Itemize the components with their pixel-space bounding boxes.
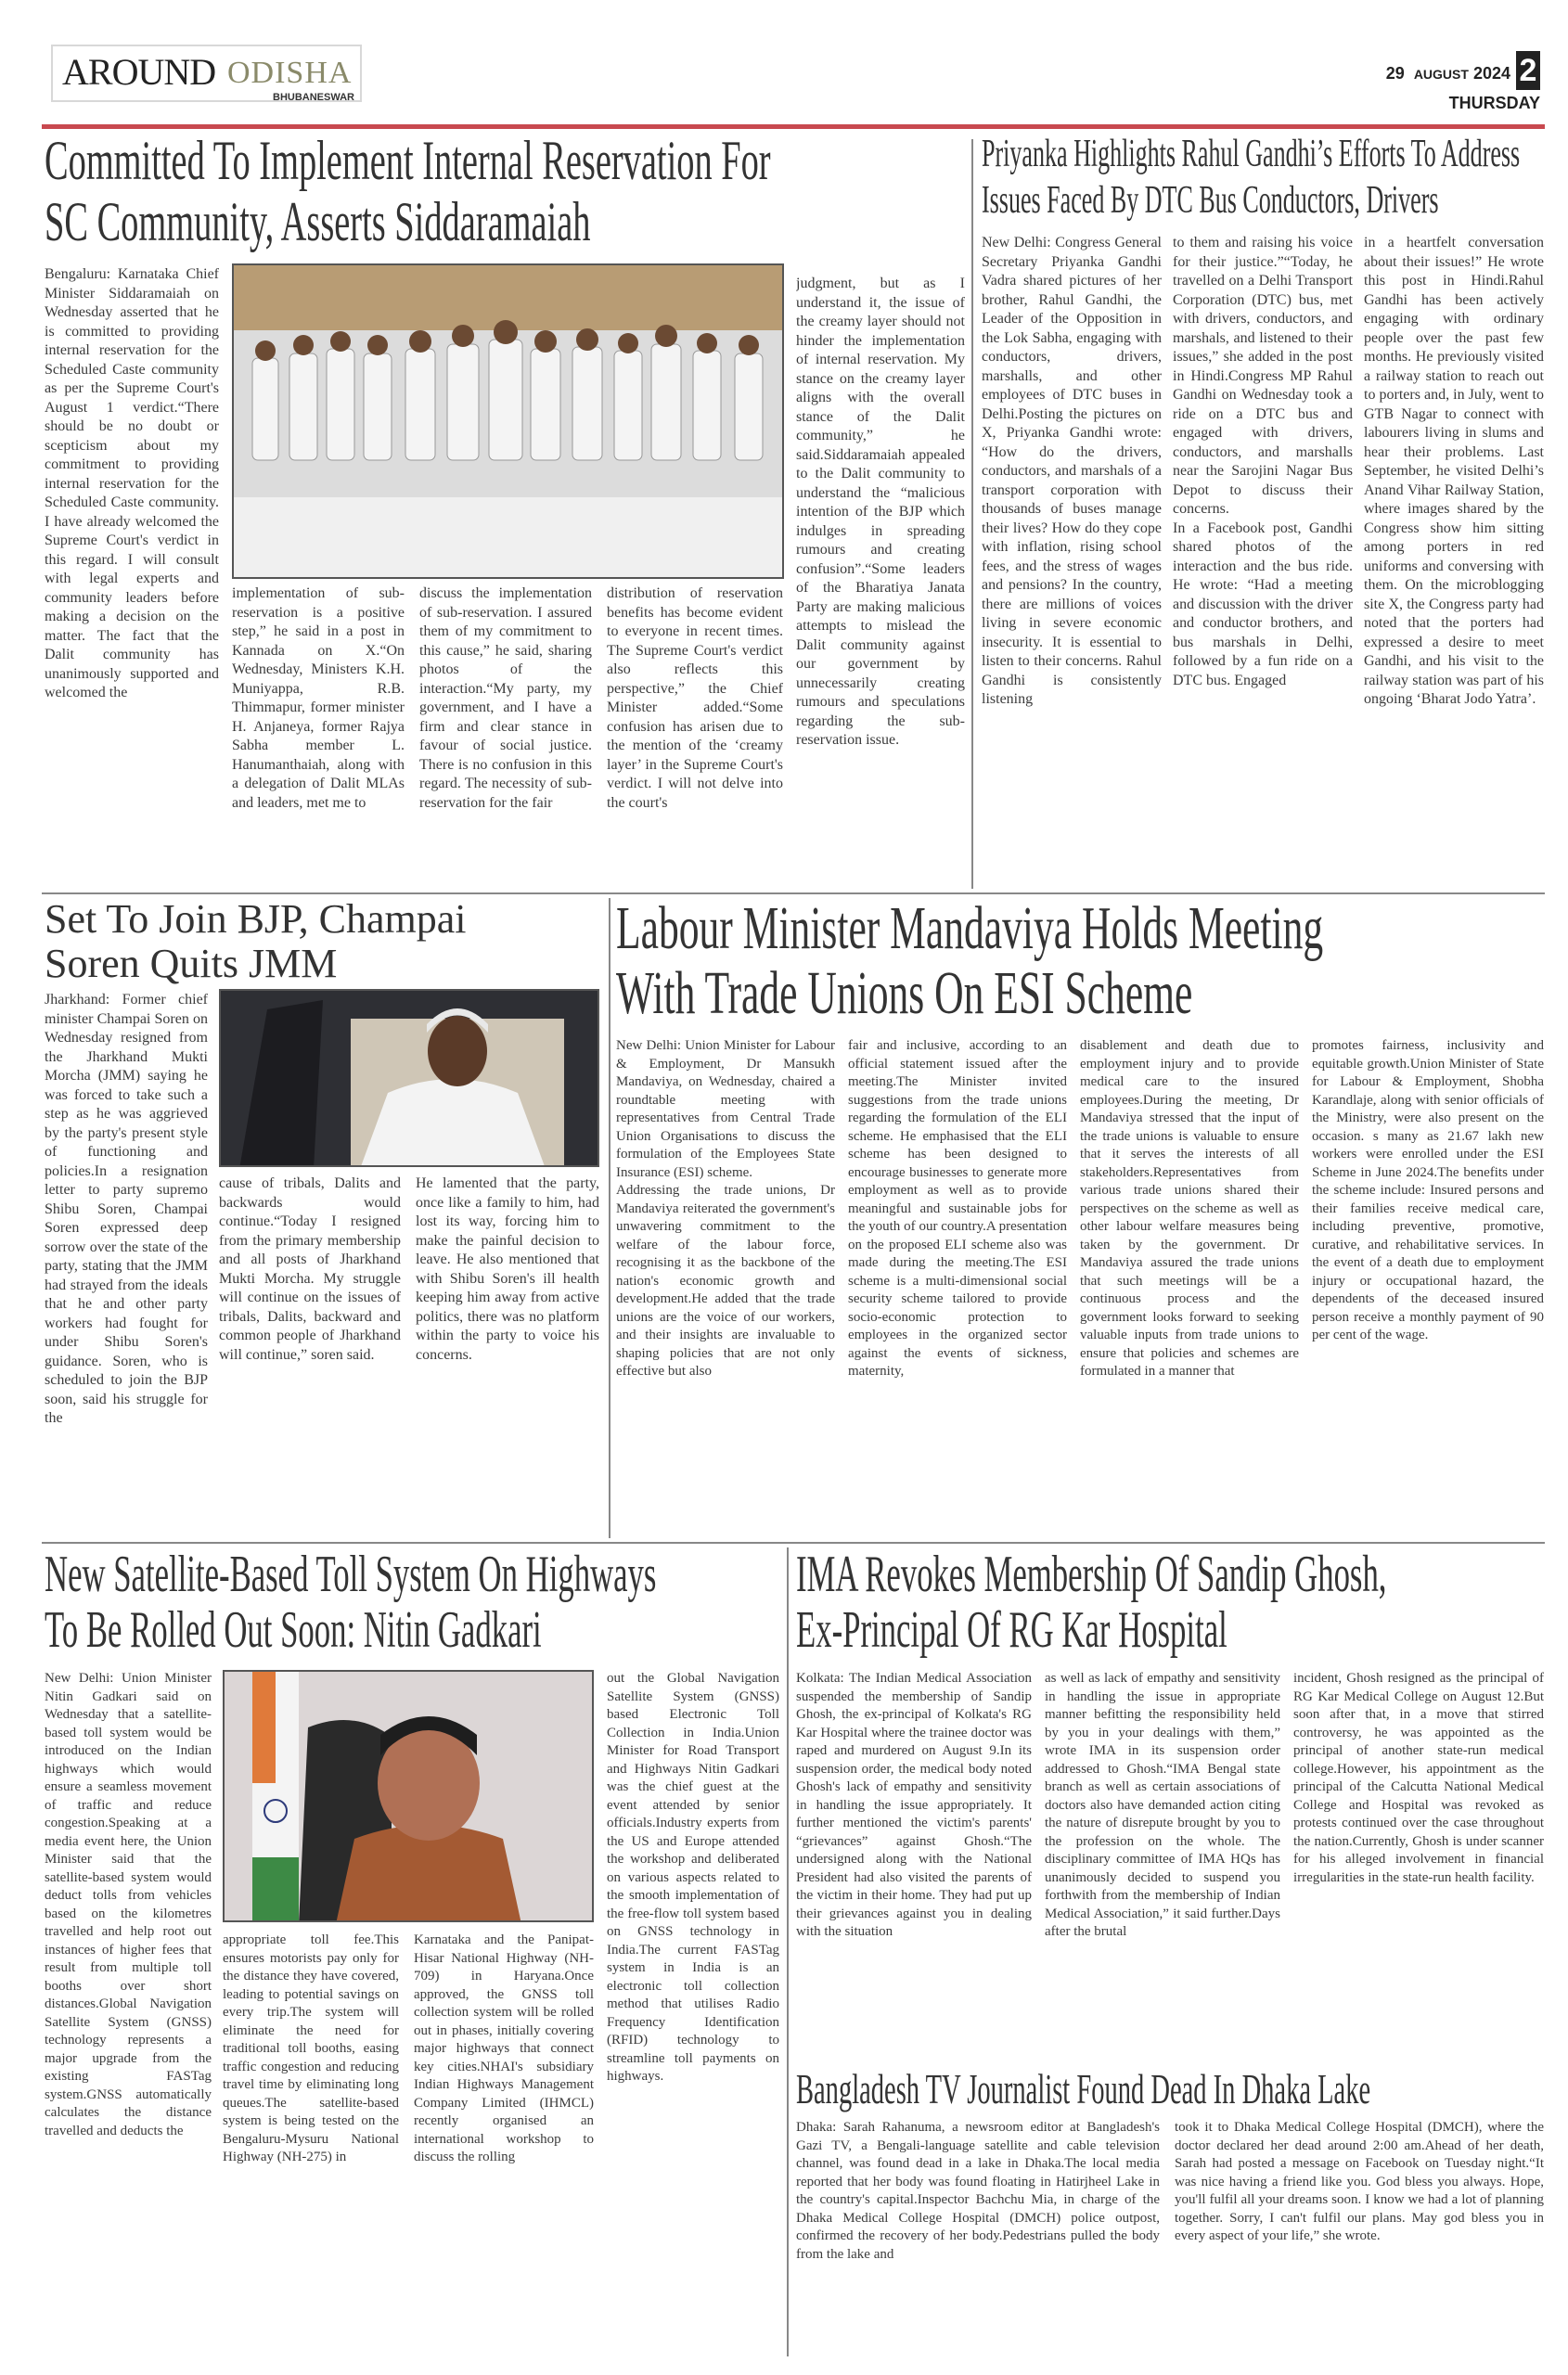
column-divider <box>609 898 610 1538</box>
article-column: appropriate toll fee.This ensures motorists pay only for the distance they have covered, leading to potential savings on every trip.The system will eliminate the need for traditional toll booths, easing traffic congestion and reducing travel time by eliminating long queues.The satellite-based system is being tested on the Bengaluru-Mysuru National Highway (NH-275) in <box>223 1932 399 2164</box>
group-photo-illustration <box>234 265 784 579</box>
article-column: Karnataka and the Panipat-Hisar National Highway (NH-709) in Haryana.Once approved, the GNSS toll collection system will be rolled out in phases, initially covering major highways that connect key cities.NHAI's subsidiary Indian Highways Management Company Limited (IHMCL) recently organised an international workshop to discuss the rolling <box>414 1932 594 2164</box>
headline-line-1: Committed To Implement Internal Reservation For <box>45 130 771 191</box>
portrait-illustration <box>221 991 599 1167</box>
article-column: incident, Ghosh resigned as the principal of RG Kar Medical College on August 12.But soon after that, in a move that stirred controversy, he was appointed as the principal of another state-run medical college.However, his appointment as the principal of the Calcutta National Medical College and Hospital was revoked as protests continued over the case throughout the nation.Currently, Ghosh is under scanner for his alleged involvement in financial irregularities in the state-run health facility. <box>1293 1671 1544 1885</box>
headline-line-2: To Be Rolled Out Soon: Nitin Gadkari <box>45 1601 542 1659</box>
article-column: Kolkata: The Indian Medical Association suspended the membership of Sandip Ghosh, the ex-principal of Kolkata's RG Kar Hospital where the trainee doctor was raped and murdered on August 9.In its suspension order, the medical body noted Ghosh's lack of empathy and sensitivity in handling the issue appropriately. It further mentioned the victim's parents' “grievances” against Ghosh.“The undersigned along with the National President had also visited the parents of the victim in their home. They had put up their grievances against you in dealing with the situation <box>796 1671 1032 1939</box>
headline-line-1: IMA Revokes Membership Of Sandip Ghosh, <box>796 1546 1387 1603</box>
article-column: distribution of reservation benefits has become evident to everyone in recent times. The Supreme Court's verdict also reflects this perspective,” the Chief Minister added.“Some confusion has arisen due to the mention of the ‘creamy layer’ in the Supreme Court's verdict. I will not delve into the court's <box>607 585 783 811</box>
article-column: cause of tribals, Dalits and backwards would continue.“Today I resigned from the primary membership and all posts of Jharkhand Mukti Morcha. My struggle will continue on the issues of tribals, Dalits, backward and common people of Jharkhand will continue,” soren said. <box>219 1175 401 1363</box>
headline-line-1: Labour Minister Mandaviya Holds Meeting <box>616 894 1324 962</box>
article-column: out the Global Navigation Satellite System (GNSS) based Electronic Toll Collection in India.Union Minister for Road Transport and Highways Nitin Gadkari was the chief guest at the event attended by senior officials.Industry experts from the US and Europe attended the workshop and deliberated on various aspects related to the smooth implementation of the free-flow toll system based on GNSS technology in India.The current FASTag system in India is an electronic toll collection method that utilises Radio Frequency Identification (RFID) technology to streamline toll payments on highways. <box>607 1671 779 2084</box>
headline-line-2: SC Community, Asserts Siddaramaiah <box>45 191 591 252</box>
headline-line-2: Issues Faced By DTC Bus Conductors, Drivers <box>982 179 1439 222</box>
article-column: New Delhi: Union Minister Nitin Gadkari said on Wednesday that a satellite-based toll system would be introduced on the Indian highways which would ensure a seamless movement of traffic and reduce congestion.Speaking at a media event here, the Union Minister said that the satellite-based system would deduct tolls from vehicles based on the kilometres travelled and help root out instances of higher fees that result from multiple toll booths over short distances.Global Navigation Satellite System (GNSS) technology represents a major upgrade from the existing FASTag system.GNSS automatically calculates the distance travelled and deducts the <box>45 1671 212 2138</box>
headline: Bangladesh TV Journalist Found Dead In Dhaka Lake <box>796 2065 1371 2112</box>
photo-nitin-gadkari <box>223 1670 594 1922</box>
article-column: promotes fairness, inclusivity and equitable growth.Union Minister of State for Labour & Employment, Shobha Karandlaje, along with senior officials of the Ministry, were also present on the occasion. s many as 21.67 lakh new workers were enrolled under the ESI Scheme in June 2024.The benefits under the scheme include: Insured persons and their families receive medical care, including preventive, promotive, curative, and rehabilitative services. In the event of a death due to employment injury or occupational hazard, the dependents of the deceased insured person receive a monthly payment of 90 per cent of the wage. <box>1312 1038 1544 1342</box>
headline-line-2: Soren Quits JMM <box>45 941 338 986</box>
article-column: fair and inclusive, according to an official statement issued after the meeting.The Minister invited suggestions from the trade unions regarding the formulation of the ELI scheme. He emphasised that the ELI scheme has been designed to encourage businesses to generate more employment as well as to provide meaningful and sustainable jobs for the youth of our country.A presentation on the proposed ELI scheme also was made during the meeting.The ESI scheme is a multi-dimensional social security scheme tailored to provide socio-economic protection to employees in the organized sector against the events of sickness, maternity, <box>848 1038 1067 1379</box>
newspaper-logo <box>51 45 362 102</box>
article-column: in a heartfelt conversation about their issues!” He wrote this post in Hindi.Rahul Gandhi has been actively engaging with ordinary people over the past few months. He previously visited a railway station to reach out to porters and, in July, went to GTB Nagar to connect with labourers living in slums and hear their problems. Last September, he visited Delhi’s Anand Vihar Railway Station, where images shared by the Congress show him sitting among porters in red uniforms and conversing with them. On the microblogging site X, the Congress party had noted that the porters had expressed a desire to meet Gandhi, and his visit to the railway station was part of his ongoing ‘Bharat Jodo Yatra’. <box>1364 235 1544 707</box>
article-paragraph: to them and raising his voice for their justice.”“Today, he travelled on a Delhi Transport Corporation (DTC) bus, met with drivers, conductors, and marshals, and listened to their issues,” she added in the post in Hindi.Congress MP Rahul Gandhi on Wednesday took a ride on a DTC bus and engaged with drivers, conductors, and marshalls near the Sarojini Nagar Bus Depot to discuss their concerns. <box>1173 235 1353 517</box>
article-column: disablement and death due to employment injury and to provide medical care to the insured employees.During the meeting, Dr Mandaviya stressed that the input of the trade unions is valuable to ensure that it serves the interests of all stakeholders.Representatives from various trade unions shared their perspectives on the scheme as well as other labour welfare measures being taken by the government. Dr Mandaviya assured the trade unions that such meetings will be a continuous process and the government looks forward to seeking valuable inputs from trade unions to ensure that policies and schemes are formulated in a manner that <box>1080 1038 1299 1379</box>
article-column: New Delhi: Congress General Secretary Priyanka Gandhi Vadra shared pictures of her brother, Rahul Gandhi, the Leader of the Opposition in the Lok Sabha, engaging with conductors, drivers, marshalls, and other employees of DTC buses in Delhi.Posting the pictures on X, Priyanka Gandhi wrote: “How do the drivers, conductors, and marshals of a transport corporation with thousands of buses manage their lives? How do they cope with inflation, rising school fees, and the stress of wages and pensions? In the country, there are millions of voices living in severe economic insecurity. It is essential to listen to their concerns. Rahul Gandhi is consistently listening <box>982 235 1162 707</box>
page-number: 2 <box>1516 51 1540 90</box>
logo-city: BHUBANESWAR <box>273 92 354 103</box>
header-rule <box>42 124 1545 129</box>
date-year: 2024 <box>1472 64 1510 83</box>
article-column: Dhaka: Sarah Rahanuma, a newsroom editor at Bangladesh's Gazi TV, a Bengali-language satellite and cable television channel, was found dead in a lake in Dhaka.The local media reported that her body was found floating in Hatirjheel Lake in the country's capital.Inspector Bachchu Mia, in charge of the Dhaka Medical College Hospital (DMCH) police outpost, confirmed the recovery of her body.Pedestrians pulled the body from the lake and <box>796 2120 1160 2262</box>
article-column: took it to Dhaka Medical College Hospital (DMCH), where the doctor declared her dead around 2:00 am.Ahead of her death, Sarah had posted a message on Facebook on Tuesday night.“It was nice having a friend like you. God bless you always. Hope, you'll fulfil all your dreams soon. I know we had a lot of planning together. Sorry, I can't fulfil our plans. May god bless you in every aspect of your life,” she wrote. <box>1175 2120 1544 2243</box>
section-divider <box>42 1542 1545 1544</box>
article-column: Bengaluru: Karnataka Chief Minister Siddaramaiah on Wednesday asserted that he is committed to providing internal reservation for the Scheduled Caste community as per the Supreme Court's August 1 verdict.“There should be no doubt or scepticism about my commitment to providing internal reservation for the Scheduled Caste community. I have already welcomed the Supreme Court's verdict in this regard. I will consult with legal experts and community leaders before making a decision on the matter. The fact that the Dalit community has unanimously supported and welcomed the <box>45 266 219 700</box>
article-column: He lamented that the party, once like a family to him, had lost its way, forcing him to make the painful decision to leave. He also mentioned that with Shibu Soren's ill health keeping him away from active politics, there was no platform within the party to voice his concerns. <box>416 1175 599 1363</box>
photo-champai-soren-car <box>219 989 599 1167</box>
column-divider <box>971 139 973 889</box>
headline-line-2: With Trade Unions On ESI Scheme <box>616 959 1193 1027</box>
article-paragraph: In a Facebook post, Gandhi shared photos of the interaction and the bus ride. He wrote: “Had a meeting and discussion with the driver and conductor brothers, and bus marshals in Delhi, followed by a fun ride on a DTC bus. Engaged <box>1173 520 1353 688</box>
headline-line-1: New Satellite-Based Toll System On Highways <box>45 1546 657 1603</box>
article-column: judgment, but as I understand it, the issue of the creamy layer should not hinder the implementation of internal reservation. My stance on the creamy layer aligns with the overall stance of the Dalit community,” he said.Siddaramaiah appealed to the Dalit community to understand the “malicious intention of the BJP which indulges in spreading rumours and creating confusion”.“Some leaders of the Bharatiya Janata Party are making malicious attempts to mislead the Dalit community against our government by unnecessarily creating rumours and speculations regarding the sub-reservation issue. <box>796 276 965 748</box>
article-column-group <box>616 1037 835 1536</box>
article-paragraph: New Delhi: Union Minister for Labour & Employment, Dr Mansukh Mandaviya, on Wednesday, chaired a roundtable meeting with representatives from Central Trade Union Organisations to discuss the formulation of the Employees State Insurance (ESI) scheme. <box>616 1038 835 1180</box>
article-paragraph: Addressing the trade unions, Dr Mandaviya reiterated the government's unwavering commitment to the welfare of the labour force, recognising it as the backbone of the nation's economic growth and development.He added that the trade unions are the voice of our workers, and their insights are invaluable to shaping policies that are not only effective but also <box>616 1183 835 1379</box>
logo-word-odisha: ODISHA <box>227 56 353 90</box>
article-column-group <box>1173 234 1353 889</box>
headline-line-1: Priyanka Highlights Rahul Gandhi’s Efforts To Address <box>982 133 1521 175</box>
photo-group-meeting <box>232 263 784 579</box>
weekday: THURSDAY <box>1448 94 1540 112</box>
headline-line-2: Ex-Principal Of RG Kar Hospital <box>796 1601 1227 1659</box>
article-column: Jharkhand: Former chief minister Champai Soren on Wednesday resigned from the Jharkhand Mukti Morcha (JMM) saying he was forced to take such a step as he was aggrieved by the party's present style of functioning and policies.In a resignation letter to party supremo Shibu Soren, Champai Soren expressed deep sorrow over the state of the party, stating that the JMM had strayed from the ideals that he and other party workers had fought for under Shibu Soren's guidance. Soren, who is scheduled to join the BJP soon, said his struggle for the <box>45 992 208 1426</box>
headline-line-1: Set To Join BJP, Champai <box>45 896 467 942</box>
portrait-illustration <box>225 1672 594 1922</box>
logo-word-around: AROUND <box>62 51 216 93</box>
dateline <box>1386 63 1510 84</box>
date-day: 29 <box>1385 64 1405 83</box>
article-column: discuss the implementation of sub-reservation. I assured them of my commitment to this cause,” he said, sharing photos of the interaction.“My party, my government, and I have a firm and clear stance in favour of social justice. There is no confusion in this regard. The necessity of sub-reservation for the fair <box>419 585 592 811</box>
column-divider <box>787 1547 789 2356</box>
article-column: implementation of sub-reservation is a positive step,” he said in a post in Kannada on X.“On Wednesday, Ministers K.H. Muniyappa, R.B. Thimmapur, former minister H. Anjaneya, former Rajya Sabha member L. Hanumanthaiah, along with a delegation of Dalit MLAs and leaders, met me to <box>232 585 405 811</box>
article-column: as well as lack of empathy and sensitivity in handling the issue in appropriate manner befitting the responsibility held by you in your dealings with them,” wrote IMA in its suspension order addressed to Ghosh.“IMA Bengal state branch as well as certain associations of doctors also have demanded action citing the nature of disrepute brought by you to the profession on the whole. The disciplinary committee of IMA HQs has unanimously decided to suspend you forthwith from the membership of Indian Medical Association,” it said further.Days after the brutal <box>1045 1671 1280 1939</box>
date-month: AUGUST <box>1413 67 1469 82</box>
